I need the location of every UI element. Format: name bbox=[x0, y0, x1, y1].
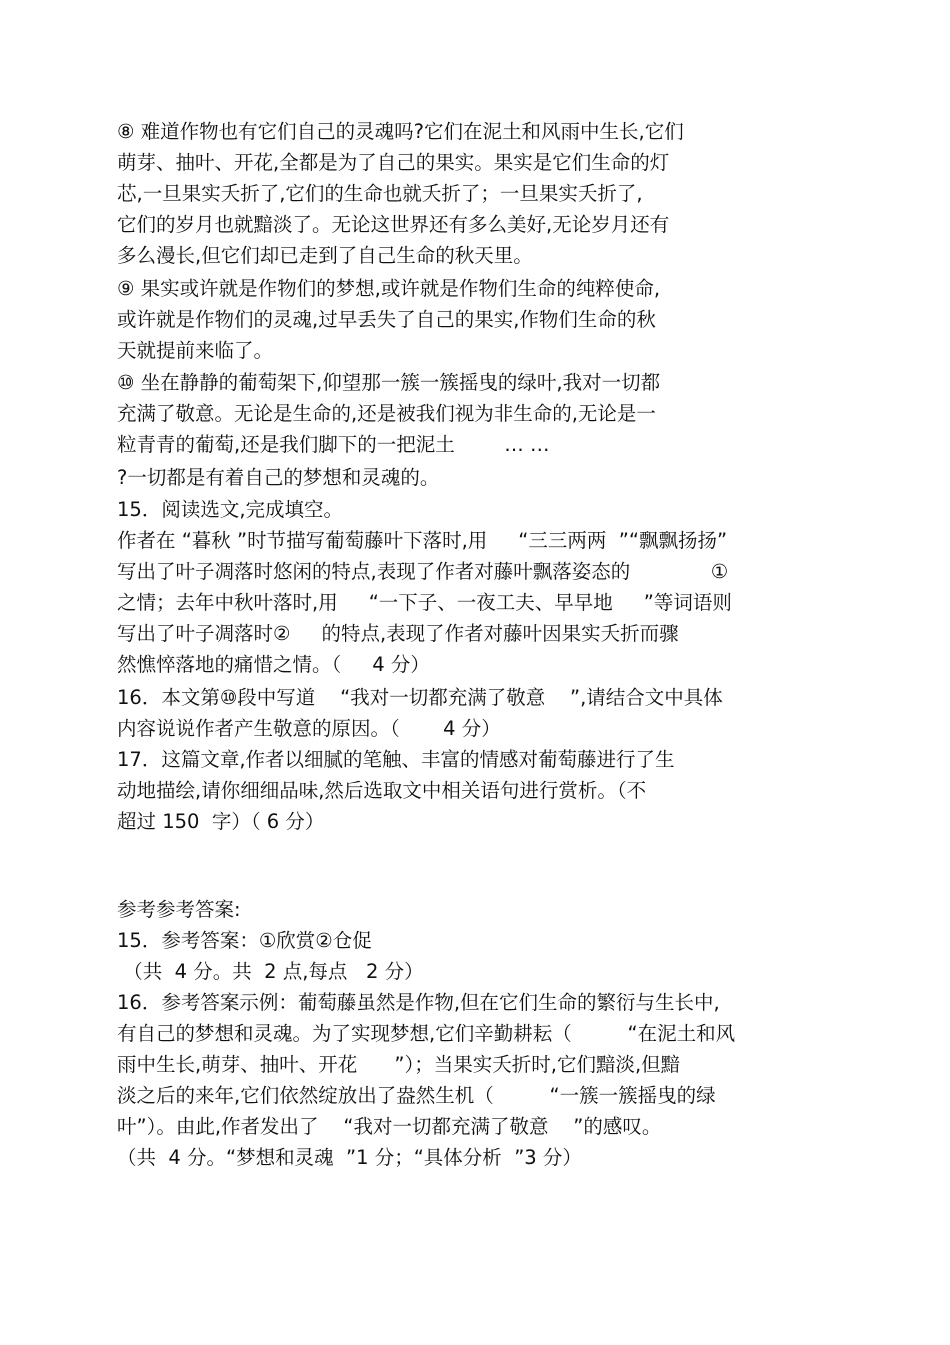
passage-line: 粒青青的葡萄,还是我们脚下的一把泥土 … … bbox=[117, 433, 550, 456]
question-line: 作者在 “暮秋 ”时节描写葡萄藤叶下落时,用 “三三两两 ”“飘飘扬扬” bbox=[117, 529, 728, 552]
passage-line: 多么漫长,但它们却已走到了自己生命的秋天里。 bbox=[117, 244, 533, 267]
answer-line: 淡之后的来年,它们依然绽放出了盎然生机（ “一簇一簇摇曳的绿 bbox=[117, 1084, 716, 1107]
answer-line: 有自己的梦想和灵魂。为了实现梦想,它们辛勤耕耘（ “在泥土和风 bbox=[117, 1022, 736, 1045]
passage-line: 充满了敬意。无论是生命的,还是被我们视为非生命的,无论是一 bbox=[117, 402, 656, 425]
passage-line: ⑩ 坐在静静的葡萄架下,仰望那一簇一簇摇曳的绿叶,我对一切都 bbox=[117, 371, 661, 394]
passage-line: 芯,一旦果实夭折了,它们的生命也就夭折了；一旦果实夭折了, bbox=[117, 182, 643, 205]
passage-line: ⑧ 难道作物也有它们自己的灵魂吗?它们在泥土和风雨中生长,它们 bbox=[117, 120, 684, 143]
answer-line: 16．参考答案示例：葡萄藤虽然是作物,但在它们生命的繁衍与生长中, bbox=[117, 991, 720, 1014]
question-line: 然憔悴落地的痛惜之情。（ 4 分） bbox=[117, 653, 430, 676]
passage-line: 萌芽、抽叶、开花,全都是为了自己的果实。果实是它们生命的灯 bbox=[117, 151, 670, 174]
answer-line: 叶”）。由此,作者发出了 “我对一切都充满了敬意 ”的感叹。 bbox=[117, 1115, 662, 1138]
answer-heading: 参考参考答案: bbox=[117, 898, 241, 921]
answer-line: （共 4 分。“梦想和灵魂 ”1 分；“具体分析 ”3 分） bbox=[117, 1146, 582, 1169]
passage-line: 它们的岁月也就黯淡了。无论这世界还有多么美好,无论岁月还有 bbox=[117, 213, 670, 236]
question-line: 17．这篇文章,作者以细腻的笔触、丰富的情感对葡萄藤进行了生 bbox=[117, 748, 675, 771]
passage-line: 或许就是作物们的灵魂,过早丢失了自己的果实,作物们生命的秋 bbox=[117, 308, 656, 331]
answer-line: （共 4 分。共 2 点,每点 2 分） bbox=[117, 960, 424, 983]
answer-line: 15．参考答案：①欣赏②仓促 bbox=[117, 929, 372, 952]
passage-line: 天就提前来临了。 bbox=[117, 339, 274, 362]
question-line: 写出了叶子凋落时② 的特点,表现了作者对藤叶因果实夭折而骤 bbox=[117, 622, 679, 645]
question-line: 动地描绘,请你细细品味,然后选取文中相关语句进行赏析。（不 bbox=[117, 779, 647, 802]
passage-line: ?一切都是有着自己的梦想和灵魂的。 bbox=[117, 466, 440, 489]
question-line: 超过 150 字）（ 6 分） bbox=[117, 810, 325, 833]
question-line: 写出了叶子凋落时悠闲的特点,表现了作者对藤叶飘落姿态的 ① bbox=[117, 560, 729, 583]
question-line: 之情；去年中秋叶落时,用 “一下子、一夜工夫、早早地 ”等词语则 bbox=[117, 591, 732, 614]
question-line: 15．阅读选文,完成填空。 bbox=[117, 498, 344, 521]
question-line: 内容说说作者产生敬意的原因。（ 4 分） bbox=[117, 717, 501, 740]
passage-line: ⑨ 果实或许就是作物们的梦想,或许就是作物们生命的纯粹使命, bbox=[117, 277, 661, 300]
question-line: 16．本文第⑩段中写道 “我对一切都充满了敬意 ”,请结合文中具体 bbox=[117, 686, 723, 709]
answer-line: 雨中生长,萌芽、抽叶、开花 ”）；当果实夭折时,它们黯淡,但黯 bbox=[117, 1053, 681, 1076]
